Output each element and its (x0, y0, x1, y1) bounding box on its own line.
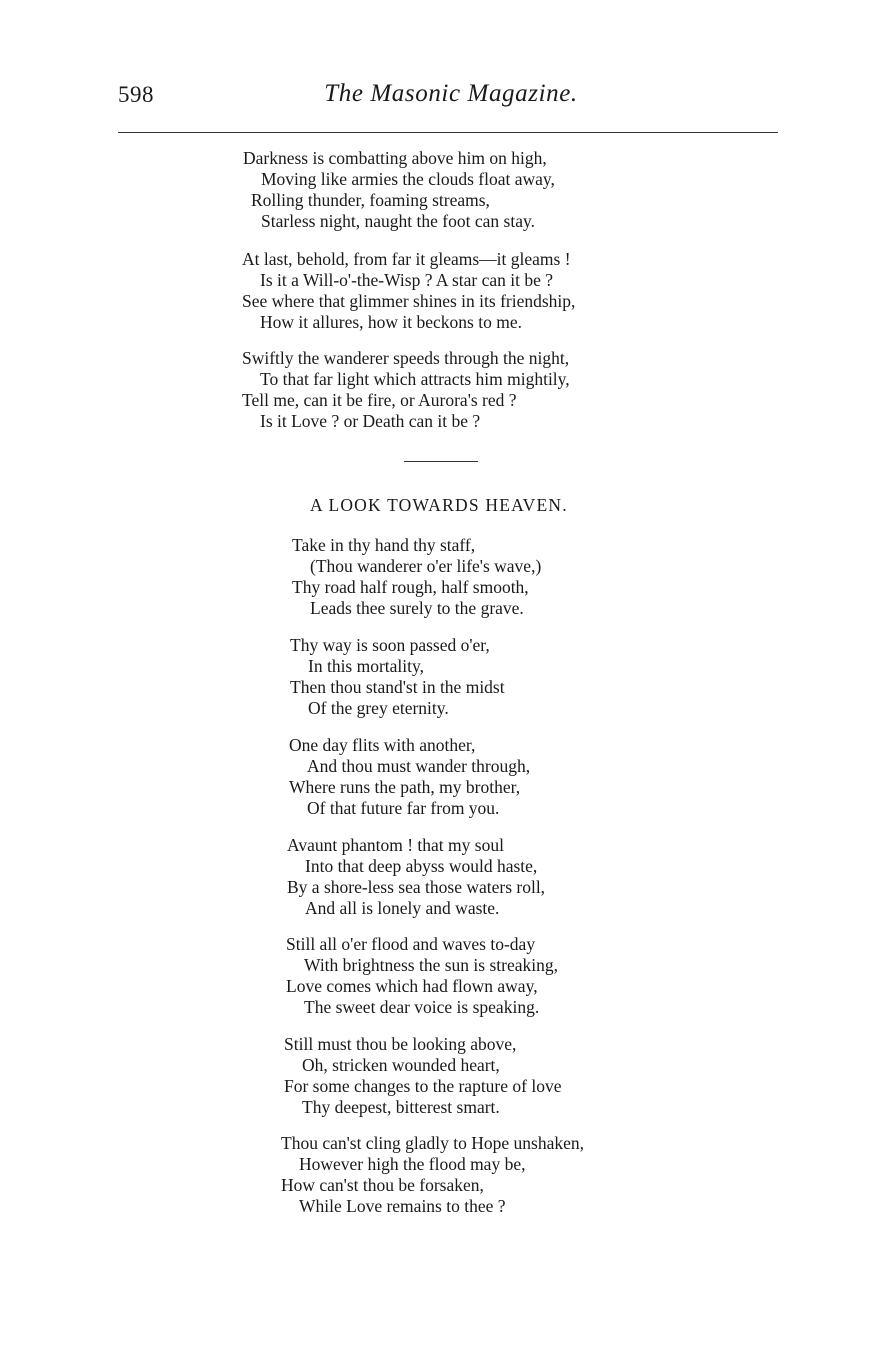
poem-stanza-6 (284, 1034, 562, 1118)
verse-line: The sweet dear voice is speaking. (304, 997, 540, 1017)
verse-line: Starless night, naught the foot can stay. (261, 211, 535, 231)
verse-line: How it allures, how it beckons to me. (260, 312, 522, 332)
verse-line: Swiftly the wanderer speeds through the night, (242, 348, 570, 368)
poem-stanza-3 (289, 735, 530, 819)
verse-line: Into that deep abyss would haste, (305, 856, 538, 876)
page-header (118, 78, 784, 114)
verse-line: Thy deepest, bitterest smart. (302, 1097, 500, 1117)
poem-stanza-4 (287, 835, 545, 919)
section-separator (404, 461, 478, 462)
poem-title: A LOOK TOWARDS HEAVEN. (310, 495, 568, 515)
running-title: The Masonic Magazine. (324, 80, 578, 107)
verse-line: (Thou wanderer o'er life's wave,) (310, 556, 542, 576)
verse-line: However high the flood may be, (299, 1154, 526, 1174)
top-poem-stanza-3 (242, 348, 570, 432)
verse-line: Of that future far from you. (307, 798, 500, 818)
verse-line: Avaunt phantom ! that my soul (287, 835, 504, 855)
poem-stanza-7 (281, 1133, 584, 1217)
top-poem-stanza-2 (242, 249, 575, 333)
verse-line: And thou must wander through, (307, 756, 531, 776)
verse-line: Darkness is combatting above him on high, (243, 148, 547, 168)
verse-line: One day flits with another, (289, 735, 476, 755)
verse-line: Tell me, can it be fire, or Aurora's red ? (242, 390, 517, 410)
verse-line: Thy road half rough, half smooth, (292, 577, 529, 597)
verse-line: Moving like armies the clouds float away, (261, 169, 555, 189)
verse-line: Of the grey eternity. (308, 698, 449, 718)
verse-line: For some changes to the rapture of love (284, 1076, 562, 1096)
verse-line: Is it a Will-o'-the-Wisp ? A star can it be ? (260, 270, 554, 290)
verse-line: Thy way is soon passed o'er, (290, 635, 490, 655)
verse-line: Is it Love ? or Death can it be ? (260, 411, 481, 431)
verse-line: And all is lonely and waste. (305, 898, 500, 918)
verse-line: While Love remains to thee ? (299, 1196, 506, 1216)
verse-line: To that far light which attracts him mightily, (260, 369, 570, 389)
verse-line: Leads thee surely to the grave. (310, 598, 524, 618)
verse-line: In this mortality, (308, 656, 425, 676)
header-rule (118, 132, 778, 133)
poem-stanza-1 (292, 535, 541, 619)
poem-stanza-5 (286, 934, 558, 1018)
verse-line: How can'st thou be forsaken, (281, 1175, 484, 1195)
verse-line: Rolling thunder, foaming streams, (251, 190, 490, 210)
page-number: 598 (118, 82, 154, 107)
verse-line: Still must thou be looking above, (284, 1034, 517, 1054)
verse-line: Still all o'er flood and waves to-day (286, 934, 536, 954)
verse-line: Take in thy hand thy staff, (292, 535, 476, 555)
verse-line: Love comes which had flown away, (286, 976, 538, 996)
verse-line: With brightness the sun is streaking, (304, 955, 558, 975)
verse-line: Where runs the path, my brother, (289, 777, 521, 797)
verse-line: Then thou stand'st in the midst (290, 677, 505, 697)
verse-line: See where that glimmer shines in its friendship, (242, 291, 576, 311)
verse-line: Oh, stricken wounded heart, (302, 1055, 500, 1075)
verse-line: Thou can'st cling gladly to Hope unshaken, (281, 1133, 585, 1153)
poem-stanza-2 (290, 635, 505, 719)
top-poem-stanza-1 (243, 148, 555, 232)
verse-line: By a shore-less sea those waters roll, (287, 877, 546, 897)
verse-line: At last, behold, from far it gleams—it gleams ! (242, 249, 571, 269)
